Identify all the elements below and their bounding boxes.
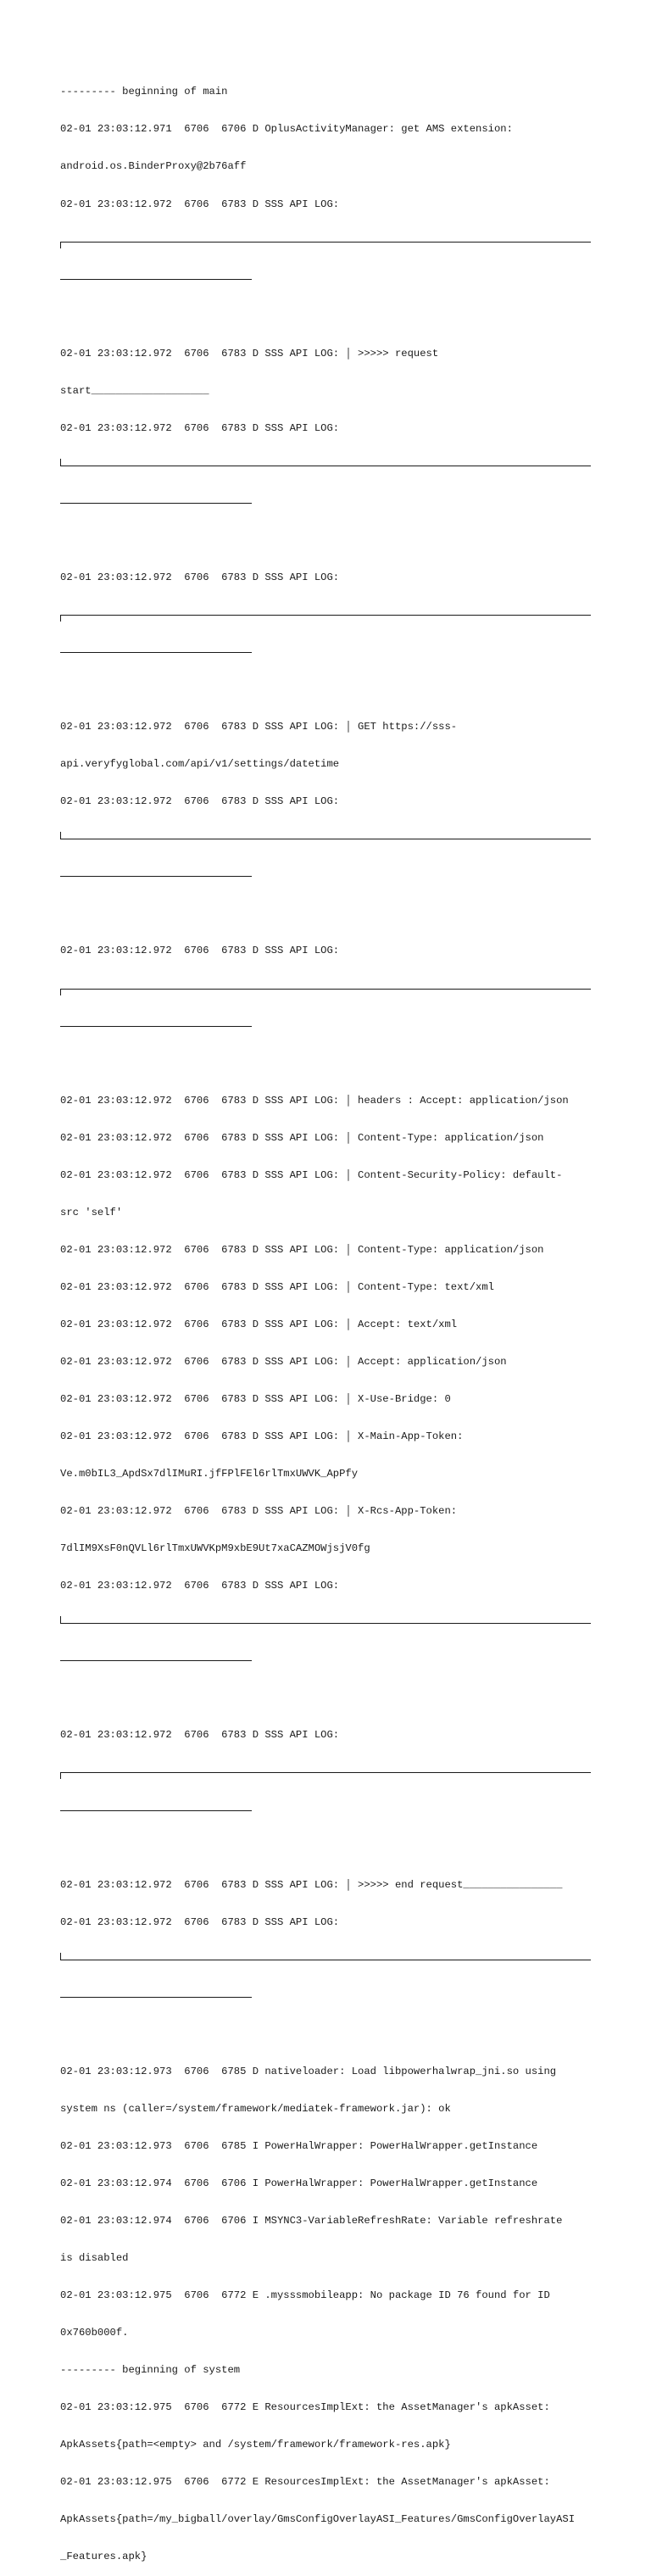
box-border-wrap [60, 646, 594, 659]
box-bottom-border [60, 1954, 594, 1966]
log-line: 02-01 23:03:12.975 6706 6772 E ResourcesImplExt: the AssetManager's apkAsset: [60, 2476, 550, 2489]
log-line: _Features.apk} [60, 2551, 147, 2563]
log-line: 02-01 23:03:12.972 6706 6783 D SSS API LOG: │ >>>>> end request________________ [60, 1878, 563, 1891]
log-line: 02-01 23:03:12.973 6706 6785 I PowerHalWrapper: PowerHalWrapper.getInstance [60, 2139, 538, 2152]
log-line: 02-01 23:03:12.972 6706 6783 D SSS API LOG: [60, 1915, 340, 1928]
log-line: 02-01 23:03:12.975 6706 6772 E .mysssmobileapp: No package ID 76 found for ID [60, 2289, 550, 2302]
box-top-border [60, 1766, 594, 1779]
log-line: 7dlIM9XsF0nQVLl6rlTmxUWVKpM9xbE9Ut7xaCAZMOWjsjV0fg [60, 1542, 370, 1555]
log-line: 02-01 23:03:12.975 6706 6772 E ResourcesImplExt: the AssetManager's apkAsset: [60, 2401, 550, 2414]
log-line: 02-01 23:03:12.972 6706 6783 D SSS API LOG: [60, 1580, 340, 1592]
box-border-wrap [60, 1654, 594, 1667]
log-line: 02-01 23:03:12.972 6706 6783 D SSS API LOG: │ headers : Accept: application/json [60, 1094, 569, 1107]
log-line: 02-01 23:03:12.973 6706 6785 D nativeloader: Load libpowerhalwrap_jni.so using [60, 2065, 557, 2077]
log-line: 02-01 23:03:12.972 6706 6783 D SSS API LOG: │ Accept: application/json [60, 1355, 507, 1368]
log-line: 02-01 23:03:12.972 6706 6783 D SSS API LOG: [60, 1729, 340, 1742]
log-line: 02-01 23:03:12.972 6706 6783 D SSS API LOG: │ X-Main-App-Token: [60, 1430, 464, 1443]
log-line: ApkAssets{path=<empty> and /system/framework/framework-res.apk} [60, 2439, 451, 2451]
log-line: start___________________ [60, 384, 209, 397]
box-border-wrap [60, 1804, 594, 1817]
log-line: system ns (caller=/system/framework/mediatek-framework.jar): ok [60, 2102, 451, 2115]
log-line: 02-01 23:03:12.972 6706 6783 D SSS API LOG: [60, 945, 340, 957]
log-line: ApkAssets{path=/my_bigball/overlay/GmsConfigOverlayASI_Features/GmsConfigOverlayASI [60, 2513, 576, 2526]
box-bottom-border [60, 460, 594, 472]
box-top-border [60, 609, 594, 622]
box-border-wrap [60, 870, 594, 883]
box-border-wrap [60, 1991, 594, 2004]
box-bottom-border [60, 1617, 594, 1630]
log-line: android.os.BinderProxy@2b76aff [60, 160, 247, 173]
log-line: 02-01 23:03:12.972 6706 6783 D SSS API LOG: │ GET https://sss- [60, 721, 458, 733]
box-border-wrap [60, 273, 594, 286]
log-line: 02-01 23:03:12.972 6706 6783 D SSS API LOG: │ >>>>> request [60, 347, 439, 360]
log-line: 02-01 23:03:12.972 6706 6783 D SSS API LOG: │ Content-Type: text/xml [60, 1280, 494, 1293]
log-line: src 'self' [60, 1206, 123, 1218]
logcat-output [60, 61, 594, 2576]
log-line: 02-01 23:03:12.972 6706 6783 D SSS API LOG: │ Content-Security-Policy: default- [60, 1168, 563, 1181]
log-line: 02-01 23:03:12.971 6706 6706 D OplusActivityManager: get AMS extension: [60, 123, 513, 136]
box-border-wrap [60, 497, 594, 510]
log-line: 02-01 23:03:12.972 6706 6783 D SSS API LOG: [60, 795, 340, 808]
log-line: 02-01 23:03:12.972 6706 6783 D SSS API LOG: [60, 571, 340, 583]
log-line: api.veryfyglobal.com/api/v1/settings/datetime [60, 758, 340, 771]
log-line: 02-01 23:03:12.972 6706 6783 D SSS API LOG: │ X-Use-Bridge: 0 [60, 1393, 451, 1406]
log-line: 02-01 23:03:12.972 6706 6783 D SSS API LOG: [60, 421, 340, 434]
box-border-wrap [60, 1020, 594, 1033]
log-line: --------- beginning of main [60, 86, 228, 98]
log-line: 02-01 23:03:12.972 6706 6783 D SSS API LOG: [60, 198, 340, 210]
log-line: 02-01 23:03:12.972 6706 6783 D SSS API LOG: │ Accept: text/xml [60, 1318, 458, 1330]
log-line: Ve.m0bIL3_ApdSx7dlIMuRI.jfFPlFEl6rlTmxUWVK_ApPfy [60, 1468, 359, 1480]
log-line: 02-01 23:03:12.972 6706 6783 D SSS API LOG: │ Content-Type: application/json [60, 1243, 544, 1256]
box-top-border [60, 983, 594, 995]
log-line: 02-01 23:03:12.974 6706 6706 I PowerHalWrapper: PowerHalWrapper.getInstance [60, 2177, 538, 2189]
log-line: is disabled [60, 2252, 129, 2265]
log-line: 02-01 23:03:12.974 6706 6706 I MSYNC3-VariableRefreshRate: Variable refreshrate [60, 2215, 563, 2228]
log-line: 02-01 23:03:12.972 6706 6783 D SSS API LOG: │ Content-Type: application/json [60, 1131, 544, 1144]
box-top-border [60, 236, 594, 248]
log-line: --------- beginning of system [60, 2364, 241, 2377]
log-line: 02-01 23:03:12.972 6706 6783 D SSS API LOG: │ X-Rcs-App-Token: [60, 1505, 458, 1518]
box-bottom-border [60, 833, 594, 845]
log-line: 0x760b000f. [60, 2327, 129, 2339]
